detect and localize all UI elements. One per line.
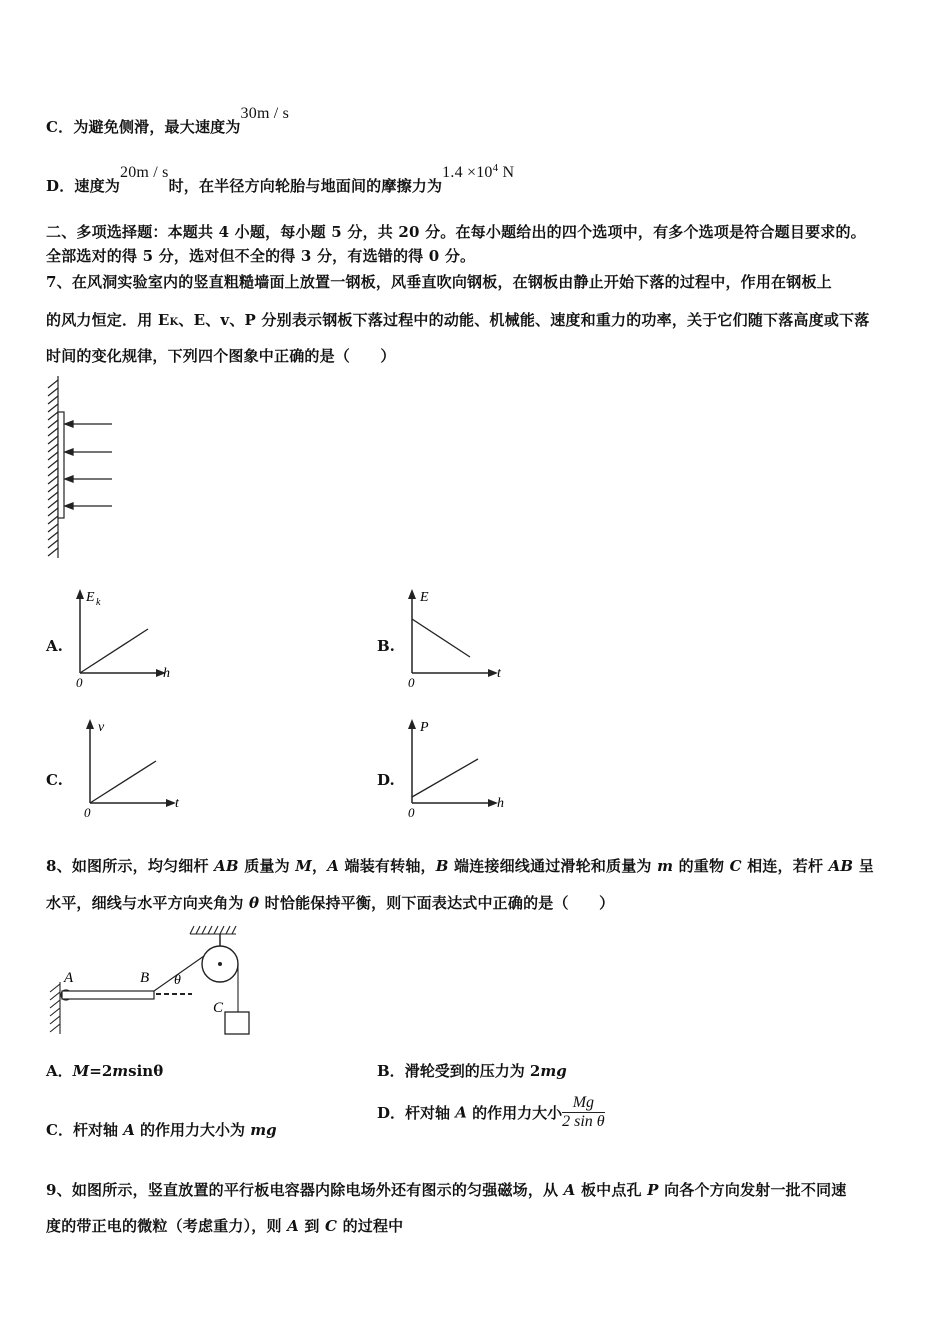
q7-graph-c — [80, 715, 200, 825]
q7-line1: 7、在风洞实验室内的竖直粗糙墙面上放置一钢板，风垂直吹向钢板，在钢板由静止开始下落的过程中，作用在钢板上 — [46, 273, 832, 291]
q6-option-d-exp: 4 — [492, 162, 499, 174]
q8-l1-c: ， — [312, 857, 328, 875]
q8-c-t2: 的作用力大小为 — [134, 1121, 251, 1139]
q8-line1 — [46, 855, 874, 876]
fig-label-a: A — [64, 970, 74, 986]
q8-d-num: Mg — [562, 1094, 605, 1113]
q6-option-c — [46, 105, 290, 137]
wind-arrows — [65, 421, 112, 509]
q8-l1-m: M — [295, 857, 313, 875]
graph-c-y-label: v — [98, 720, 105, 735]
q8-l1-ab2: AB — [828, 857, 854, 875]
q9-l2-a: 度的带正电的微粒（考虑重力），则 — [46, 1217, 288, 1235]
q6-option-c-label: C． — [46, 118, 74, 136]
graph-d-x-label: h — [497, 796, 504, 811]
q8-l2-theta: θ — [249, 894, 260, 912]
q7-line2b: 、E、v、P 分别表示钢板下落过程中的动能、机械能、速度和重力的功率，关于它们随下落高度或下落 — [178, 311, 870, 329]
q7-option-d-label: D. — [377, 771, 395, 789]
q6-option-d-math2 — [442, 164, 514, 181]
q9-l2-c: 的过程中 — [337, 1217, 404, 1235]
q8-a-mm: m — [112, 1062, 129, 1080]
graph-d-line — [412, 759, 478, 797]
q8-option-b — [377, 1060, 567, 1081]
q9-l1-c: 向各个方向发射一批不同速 — [658, 1181, 847, 1199]
q7-option-c-label: C. — [46, 771, 63, 789]
q7-line2a: 的风力恒定．用 E — [46, 311, 170, 329]
q8-d-den: 2 sin θ — [562, 1113, 605, 1130]
graph-a-y-sub: k — [96, 597, 101, 608]
q8-l2-b: 时恰能保持平衡，则下面表达式中正确的是（ ） — [259, 894, 615, 912]
graph-b-origin: 0 — [408, 675, 415, 690]
q8-line2 — [46, 892, 614, 913]
graph-b-x-label: t — [497, 666, 501, 681]
q9-l1-p: P — [647, 1181, 659, 1199]
q8-l1-a: 8、如图所示，均匀细杆 — [46, 857, 215, 875]
graph-c-x-label: t — [175, 796, 179, 811]
q8-a-eq: =2 — [89, 1062, 113, 1080]
q8-c-a: A — [123, 1121, 135, 1139]
q8-l1-c-var: C — [729, 857, 742, 875]
q9-l1-a: 9、如图所示，竖直放置的平行板电容器内除电场外还有图示的匀强磁场，从 — [46, 1181, 564, 1199]
q8-c-mg: mg — [250, 1121, 277, 1139]
q8-option-a — [46, 1060, 163, 1081]
q6-option-d-label: D． — [46, 177, 75, 195]
q8-a-m: M — [72, 1062, 90, 1080]
q7-graph-a — [70, 585, 190, 695]
q8-l1-h: 呈 — [853, 857, 874, 875]
fig-label-theta: θ — [174, 973, 181, 988]
left-wall — [50, 982, 60, 1034]
q8-l1-b: 质量为 — [238, 857, 296, 875]
q8-c-label: C． — [46, 1121, 73, 1139]
q8-l1-g: 相连，若杆 — [741, 857, 829, 875]
graph-c-line — [90, 761, 156, 803]
q8-l1-f: 的重物 — [673, 857, 730, 875]
q7-graph-b — [402, 585, 522, 695]
graph-a-line — [80, 629, 148, 673]
q8-d-a: A — [455, 1103, 467, 1122]
q8-d-fraction — [562, 1094, 605, 1131]
rod-ab — [62, 991, 154, 999]
q8-a-rest: sinθ — [128, 1062, 164, 1080]
q8-d-label: D． — [377, 1104, 406, 1122]
graph-b-line — [412, 619, 470, 657]
q7-graph-d — [402, 715, 522, 825]
q9-l2-c-var: C — [325, 1217, 338, 1235]
q8-a-label: A． — [46, 1062, 73, 1080]
q9-l1-a-var: A — [563, 1181, 576, 1199]
q6-option-c-math: 30m / s — [240, 105, 290, 122]
q8-l1-b-var: B — [435, 857, 449, 875]
steel-plate — [58, 412, 64, 518]
fig-label-b: B — [140, 970, 150, 986]
q9-l1-b: 板中点孔 — [575, 1181, 648, 1199]
wall-hatching — [48, 376, 58, 558]
q9-line1 — [46, 1179, 846, 1200]
weight-c — [225, 1012, 249, 1034]
q8-d-t2: 的作用力大小 — [466, 1104, 563, 1122]
q8-option-c — [46, 1119, 277, 1140]
q9-l2-a-var: A — [287, 1217, 299, 1235]
q9-l2-b: 到 — [298, 1217, 326, 1235]
section2-line1: 二、多项选择题：本题共 4 小题，每小题 5 分，共 20 分。在每小题给出的四个选项中，有多个选项是符合题目要求的。 — [46, 223, 866, 241]
graph-b-y-label: E — [420, 590, 429, 605]
q7-line3: 时间的变化规律，下列四个图象中正确的是（ ） — [46, 347, 396, 365]
q8-d-t1: 杆对轴 — [405, 1104, 456, 1122]
q8-l1-ab: AB — [214, 857, 239, 875]
q7-line2 — [46, 309, 869, 330]
q6-option-d-math1: 20m / s — [120, 164, 169, 181]
graph-d-y-label: P — [420, 720, 429, 735]
q8-l1-d: 端装有转轴， — [339, 857, 436, 875]
q6-option-c-text: 为避免侧滑，最大速度为 — [73, 118, 241, 136]
q6-option-d-unit: N — [498, 164, 515, 181]
q8-b-label: B． — [377, 1062, 405, 1080]
q8-l1-a-var: A — [327, 857, 340, 875]
q8-l1-e: 端连接细线通过滑轮和质量为 — [448, 857, 658, 875]
q8-option-d — [377, 1094, 605, 1131]
q8-b-mg: mg — [540, 1062, 567, 1080]
q8-l1-m-var: m — [657, 857, 674, 875]
q8-l2-a: 水平，细线与水平方向夹角为 — [46, 894, 250, 912]
graph-a-origin: 0 — [76, 675, 83, 690]
q6-option-d-coef: 1.4 ×10 — [442, 164, 493, 181]
q7-option-b-label: B. — [377, 637, 395, 655]
graph-a-y-label: E — [86, 590, 95, 605]
q7-option-a-label: A. — [46, 637, 63, 655]
q6-option-d-text1: 速度为 — [74, 177, 121, 195]
q8-pulley-figure — [40, 922, 270, 1042]
section2-line2: 全部选对的得 5 分，选对但不全的得 3 分，有选错的得 0 分。 — [46, 247, 476, 265]
q7-subscript: K — [169, 317, 179, 328]
q8-c-t1: 杆对轴 — [72, 1121, 124, 1139]
fig-label-c: C — [213, 1000, 224, 1016]
q8-b-text: 滑轮受到的压力为 2 — [404, 1062, 541, 1080]
q6-option-d-text2: 时，在半径方向轮胎与地面间的摩擦力为 — [168, 177, 443, 195]
ceiling — [190, 926, 236, 934]
q7-wall-figure — [40, 372, 130, 562]
graph-a-x-label: h — [163, 666, 170, 681]
q9-line2 — [46, 1215, 403, 1236]
graph-c-origin: 0 — [84, 805, 91, 820]
graph-d-origin: 0 — [408, 805, 415, 820]
